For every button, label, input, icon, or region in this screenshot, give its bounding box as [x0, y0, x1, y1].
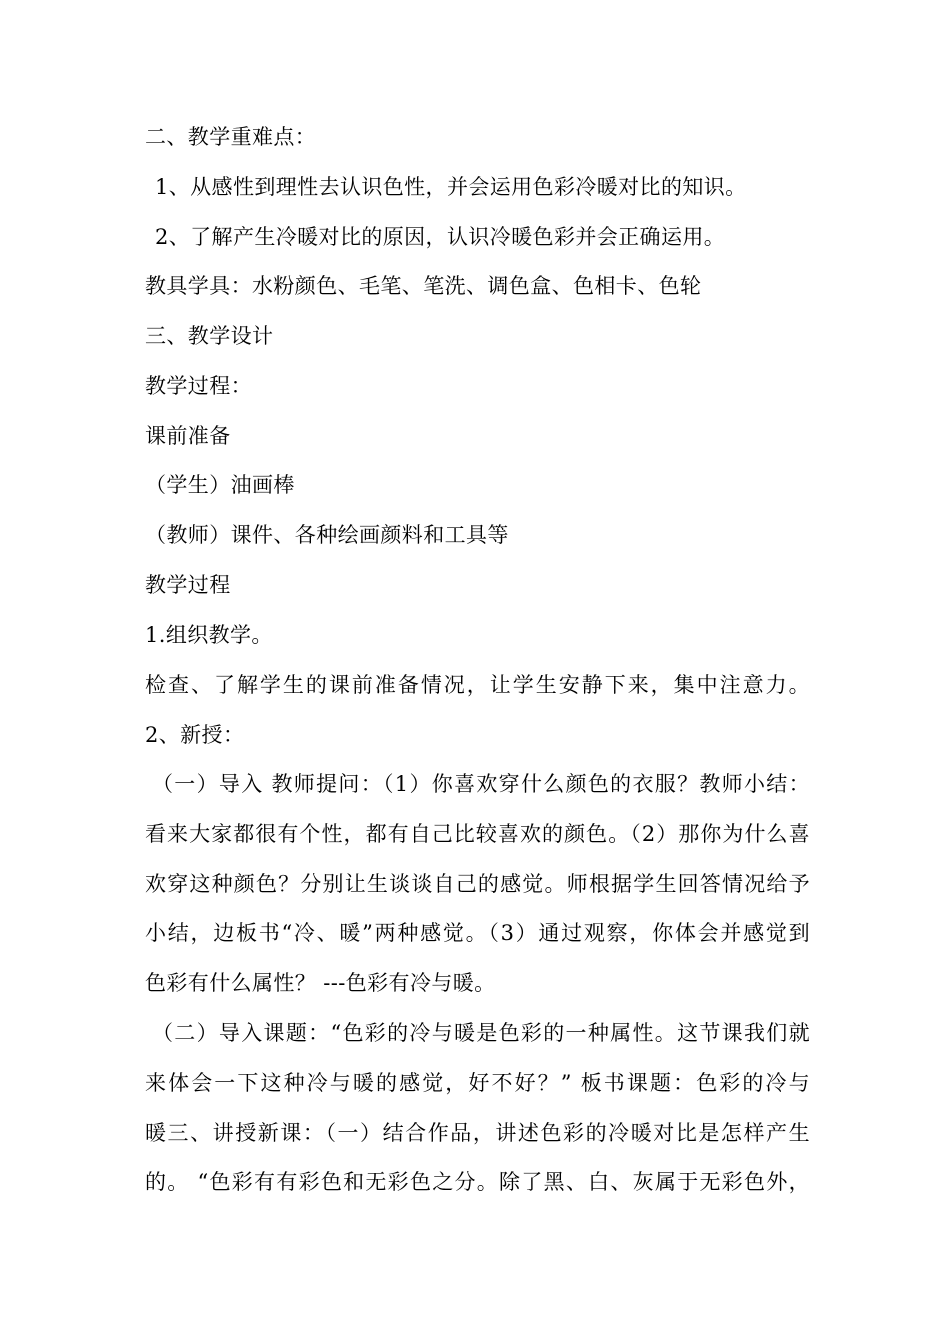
teaching-aids-line: 教具学具：水粉颜色、毛笔、笔洗、调色盒、色相卡、色轮	[145, 274, 702, 298]
student-materials: （学生）油画棒	[145, 473, 295, 497]
intro-paragraph-line-2: 看来大家都很有个性，都有自己比较喜欢的颜色。（2）那你为什么喜	[145, 822, 810, 846]
teaching-process-heading: 教学过程	[145, 573, 231, 597]
topic-paragraph-line-2: 来体会一下这种冷与暖的感觉，好不好？” 板书课题：色彩的冷与	[145, 1071, 810, 1095]
intro-paragraph-line-5: 色彩有什么属性？ ---色彩有冷与暖。	[145, 971, 496, 995]
intro-paragraph-line-3: 欢穿这种颜色？分别让生谈谈自己的感觉。师根据学生回答情况给予	[145, 872, 810, 896]
heading-teaching-difficulties: 二、教学重难点：	[145, 125, 317, 149]
intro-paragraph-line-1: （一）导入 教师提问：（1）你喜欢穿什么颜色的衣服？教师小结：	[152, 772, 810, 796]
step-organize-teaching: 1.组织教学。	[145, 623, 273, 647]
difficulty-item-1: 1、从感性到理性去认识色性，并会运用色彩冷暖对比的知识。	[155, 175, 747, 199]
teaching-process-label: 教学过程：	[145, 374, 252, 398]
intro-paragraph-line-4: 小结，边板书“冷、暖”两种感觉。（3）通过观察，你体会并感觉到	[145, 921, 810, 945]
topic-paragraph-line-4: 的。 “色彩有有彩色和无彩色之分。除了黑、白、灰属于无彩色外，	[145, 1170, 810, 1194]
teacher-materials: （教师）课件、各种绘画颜料和工具等	[145, 523, 509, 547]
pre-class-preparation: 课前准备	[145, 424, 231, 448]
step-new-lesson: 2、新授：	[145, 723, 245, 747]
heading-teaching-design: 三、教学设计	[145, 324, 274, 348]
difficulty-item-2: 2、了解产生冷暖对比的原因，认识冷暖色彩并会正确运用。	[155, 225, 726, 249]
check-preparation-text: 检查、了解学生的课前准备情况，让学生安静下来，集中注意力。	[145, 673, 810, 697]
topic-paragraph-line-1: （二）导入课题：“色彩的冷与暖是色彩的一种属性。这节课我们就	[152, 1021, 810, 1045]
topic-paragraph-line-3: 暖三、讲授新课：（一）结合作品，讲述色彩的冷暖对比是怎样产生	[145, 1121, 810, 1145]
